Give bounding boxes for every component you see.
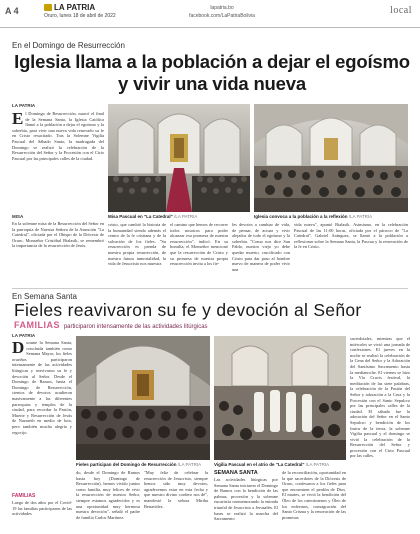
story2-photo-vigil <box>214 336 346 460</box>
story2-col2: do, desde el Domingo de Ramos hasta hoy (Domingo de Resurrección), hemos vivido juntos como familia, muy felices de vivir la resurrección de nuestro Señor, siempre estamos agradecidos y es una oportunidad muy hermosa nuestra devoción", señaló el padre de familia Carlos Martínez. <box>76 470 140 520</box>
church-crowd-image <box>76 336 210 460</box>
congregation-image <box>254 104 408 212</box>
story2-kicker: En Semana Santa <box>12 292 77 301</box>
newspaper-logo <box>44 3 95 12</box>
story1-photo1-caption <box>108 214 197 219</box>
story-divider <box>12 288 408 289</box>
story1-photo1-caption-text: Misa Pascual en "La Catedral" <box>108 214 173 219</box>
vigil-atrium-image <box>214 336 346 460</box>
story2-deck <box>14 320 208 330</box>
story1-col5: vida nueva", apuntó Bialasik. Asimismo, en la celebración Pascual de las 11:00 horas, oficiada por el párroco de "La Catedral", Gabriel Aránguez, se llamó a la población a reflexionar sobre la Semana Santa, la Pascua y la renovación de la fe en Cristo. <box>294 222 408 250</box>
story2-col1-subhead: FAMILIAS <box>12 493 36 499</box>
facebook-link[interactable]: facebook.com/LaPatriaBolivia <box>189 13 255 19</box>
story2-photo2-caption <box>214 462 329 467</box>
story1-dropcap: E <box>12 111 24 128</box>
story2-photo1-caption <box>76 462 201 467</box>
story1-col4: les devotos a cambiar de vida, de pensar, de actuar y vivir alejados de todo el egoísmo y la soberbia. "Como nos dice San Pablo, nuestro viejo yo debe quedar muerto, crucificado con Cristo para dar paso al hombre nuevo de manera de poder vivir una <box>232 222 290 272</box>
cathedral-interior-image <box>108 104 250 212</box>
story2-byline: LA PATRIA <box>12 333 36 338</box>
story1-headline: Iglesia llama a la población a dejar el egoísmo y vivir una vida nueva <box>14 51 410 94</box>
page-number: A 4 <box>5 6 19 16</box>
section-label: local <box>390 5 412 16</box>
story1-byline: LA PATRIA <box>12 103 36 108</box>
story2-photo-crowd <box>76 336 210 460</box>
social-links <box>182 4 262 20</box>
story1-col1 <box>12 111 104 209</box>
story2-photo1-credit: /LA PATRIA <box>177 462 202 467</box>
issue-date: Oruro, lunes 18 de abril de 2022 <box>44 13 116 19</box>
story1-col2: cristo, que cambió la historia de la humanidad siendo además el centro de la fe cristiana y de la salvación de los fieles. "Su resurrección es prenda de nuestra propia resurrección, de nuestra futura inmortalidad, la vida de Jesucristo nos muestra <box>108 222 166 267</box>
logo-text: LA PATRIA <box>54 3 96 12</box>
logo-icon <box>44 4 52 11</box>
story2-col4: Las actividades litúrgicas por Semana Santa iniciaron el Domingo de Ramos con la bendición de las palmas, procesión y la solemne eucaristía conmemorando la entrada triunfal de Jesucristo a Jerusalén. El lunes se realizó la marcha del Sacramento <box>214 477 278 522</box>
story2-photo1-caption-text: Fieles participan del Domingo de Resurrección <box>76 462 177 467</box>
story2-col3: "Muy feliz de celebrar la resurrección de Jesucristo, siempre hemos sido muy devotos, agradecemos estar en esta fecha y que nuestro divino cordero nos dé", manifestó la señora Mirtha Benavídez. <box>144 470 208 509</box>
story1-photo2-caption-text: Iglesia convoca a la población a la reflexión <box>254 214 348 219</box>
story2-headline: Fieles reavivaron su fe y devoción al Señor <box>14 300 362 320</box>
story1-kicker: En el Domingo de Resurrección <box>12 41 125 50</box>
story2-col1 <box>12 340 72 490</box>
story1-photo2-credit: /LA PATRIA <box>348 214 373 219</box>
story2-deck-accent: FAMILIAS <box>14 320 60 330</box>
story2-col4-subhead: SEMANA SANTA <box>214 470 258 476</box>
story2-col6: sacerdotales, mientras que el miércoles se vivió una jornada de confesiones. El jueves en la noche se realizó la celebración de la Cena del Señor y la Adoración del Santísimo Sacramento hasta la medianoche. El viernes se hizo la Vía Crucis festival, la meditación de las siete palabras, la celebración de la Pasión del Señor y adoración a la Cruz y la Procesión con el Santo Sepulcro por las principales calles de la ciudad. El sábado fue la adoración del Señor en el Santo Sepulcro y bendición de los frutos de la tierra, la solemne Vigilia pascual y el domingo se vivió la celebración de la Resurrección del Señor y procesión con el Cirio Pascual por las calles. <box>350 336 410 459</box>
story2-photo2-credit: /LA PATRIA <box>305 462 330 467</box>
story1-photo1-credit: /LA PATRIA <box>174 214 198 219</box>
story2-photo2-caption-text: Vigilia Pascual en el atrio de "La Catedral" <box>214 462 305 467</box>
story1-photo-mass <box>108 104 250 212</box>
story2-deck-text: participaron intensamente de las actividades litúrgicas <box>63 324 208 330</box>
website-link[interactable]: lapatria.bo <box>210 5 234 11</box>
story1-photo2-caption <box>254 214 372 219</box>
story2-col1-text: urante la Semana Santa, concluida también como Semana Mayor, los fieles oruriños participaron intensamente de las actividades litúrgicas y reavivaron su fe y devoción al Señor. Desde el Domingo de Ramos, hasta el Domingo de Resurrección, cientos de devotos acudieron masivamente a las diferentes parroquias y templos de la ciudad, para recordar la Pasión, Muerte y Resurrección de Jesús de Nazareth en medio de luto, pero también mucha alegría y regocijo. <box>12 340 72 435</box>
masthead <box>0 0 420 28</box>
story1-col1-text: l Domingo de Resurrección, marcó el final de la Semana Santa, la Iglesia Católica llamó a la población a dejar el egoísmo y la soberbia, para vivir una nueva vida renovado su fe en Cristo resucitado. Tras la Solemne Vigilia Pascual del Sábado Santo, la madrugada del Domingo se realizó la celebración de la Resurrección del Señor y la Procesión con el Cirio Pascual por las principales calles de la ciudad. <box>12 111 104 161</box>
story1-col1-subhead: MISA <box>12 214 24 219</box>
story2-dropcap: D <box>12 340 25 357</box>
story1-col3: el camino que hemos de recorrer todos nosotros para poder alcanzar esa promesa de nuestra resurrección", indicó. En su homilía, el Monseñor mencionó que la resurrección de Cristo y su promesa de nuestra propia resurrección invita a los fie- <box>170 222 228 267</box>
story2-col1b: Luego de dos años por el Covid-19 las familias participaron de las actividades <box>12 500 72 517</box>
story1-photo-congregation <box>254 104 408 212</box>
story2-col5: de la reconciliación, oportunidad en la que sacerdotes de la Diócesis de Oruro, confesaron a los fieles para que encuentren el perdón de Dios. El martes, se vivió la bendición del Óleo de los catecúmenos y Óleo de los enfermos, consagración del Santo Crisma y la renovación de las promesas <box>282 470 346 520</box>
story1-col1b: En la solemne misa de la Resurrección del Señor en la parroquia de Nuestra Señora de la Asunción "La Catedral", oficiada por el Obispo de la Diócesis de Oruro, Monseñor Cristóbal Bialasik, se remembró la importancia de la resurrección de Jesús. <box>12 221 104 249</box>
